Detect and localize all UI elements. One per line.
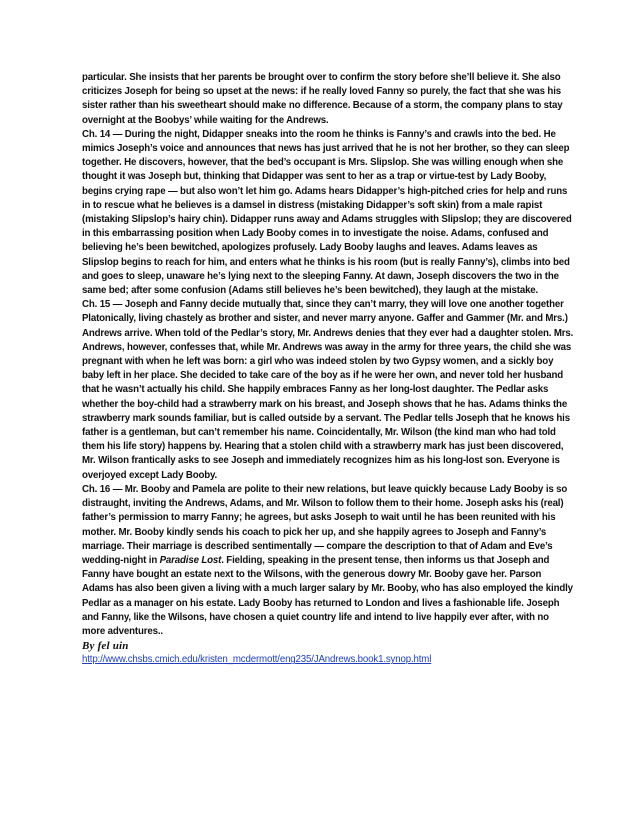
paragraph-summary-intro bbox=[82, 71, 574, 128]
paragraph-chapter-15 bbox=[82, 298, 574, 483]
paragraph-text: . Fielding, speaking in the present tense, then informs us that Joseph and Fanny have bought an estate next to the Wilsons, with the generous dowry Mr. Booby gave her. Parson Adams has also been given a living with a much larger salary by Mr. Booby, who has also employed the kindly Pedlar as a manager on his estate. Lady Booby has returned to London and lives a fashionable life. Joseph and Fanny, like the Wilsons, have chosen a quiet country life and intend to live happily ever after, with no more adventures.. bbox=[82, 554, 573, 637]
paragraph-text: Ch. 14 — During the night, Didapper sneaks into the room he thinks is Fanny’s and crawls into the bed. He mimics Joseph’s voice and announces that news has just arrived that he is not her brother, so they can sleep together. He discovers, however, that the bed’s occupant is Mrs. Slipslop. She was willing enough when she thought it was Joseph but, thinking that Didapper was sent to her as a trap or virtue-test by Lady Booby, begins crying rape — but also won’t let him go. Adams hears Didapper’s high-pitched cries for help and runs in to rescue what he believes is a damsel in distress (mistaking Didapper’s soft skin) from a male rapist (mistaking Slipslop’s hairy chin). Didapper runs away and Adams struggles with Slipslop; they are discovered in this embarrassing position when Lady Booby comes in to investigate the noise. Adams, confused and believing he’s been bewitched, apologizes profusely. Lady Booby laughs and leaves. Adams leaves as Slipslop begins to reach for him, and enters what he thinks is his room (but is really Fanny’s), climbs into bed and goes to sleep, unaware he’s lying next to the sleeping Fanny. At dawn, Joseph discovers the two in the same bed; after some confusion (Adams still believes he’s been bewitched), they laugh at the mistake. bbox=[82, 128, 572, 297]
paragraph-text: Ch. 16 — Mr. Booby and Pamela are polite to their new relations, but leave quickly because Lady Booby is so distraught, inviting the Andrews, Adams, and Mr. Wilson to follow them to their home. Joseph asks his (real) father’s permission to marry Fanny; he agrees, but asks Joseph to wait until he has been reunited with his mother. Mr. Booby kindly sends his coach to pick her up, and she happily agrees to Joseph and Fanny’s marriage. Their marriage is described sentimentally — compare the description to that of Adam and Eve’s wedding-night in bbox=[82, 483, 568, 566]
paragraph-text: particular. She insists that her parents be brought over to confirm the story before she’ll believe it. She also criticizes Joseph for being so upset at the news: if he really loved Fanny so purely, the fact that she was his sister rather than his sweetheart should make no difference. Because of a storm, the company plans to stay overnight at the Boobys’ while waiting for the Andrews. bbox=[82, 72, 563, 126]
signature: By fel uin bbox=[82, 640, 129, 653]
paragraph-chapter-16 bbox=[82, 483, 574, 639]
paragraph-text: Ch. 15 — Joseph and Fanny decide mutually that, since they can’t marry, they will love one another together Platonically, living chastely as brother and sister, and never marry anyone. Gaffer and Gammer (Mr. and Mrs.) Andrews arrive. When told of the Pedlar’s story, Mr. Andrews denies that they ever had a daughter stolen. Mrs. Andrews, however, confesses that, while Mr. Andrews was away in the army for three years, the child she was pregnant with when he left was born: a girl who was indeed stolen by two Gypsy women, and a sickly boy baby left in her place. She decided to take care of the boy as if he were her own, and never told her husband that he wasn’t actually his child. She happily embraces Fanny as her long-lost daughter. The Pedlar asks whether the boy-child had a strawberry mark on his breast, and Joseph shows that he has. Adams thinks the strawberry mark sounds familiar, but is called outside by a servant. The Pedlar tells Joseph that he knows his father is a gentleman, but can’t remember his name. Coincidentally, Mr. Wilson (the kind man who had told them his life story) happens by. Hearing that a stolen child with a strawberry mark has just been discovered, Mr. Wilson frantically asks to see Joseph and immediately recognizes him as his long-lost son. Everyone is overjoyed except Lady Booby. bbox=[82, 299, 574, 481]
document-page bbox=[82, 71, 574, 668]
paragraph-chapter-14 bbox=[82, 128, 574, 298]
book-title-paradise-lost: Paradise Lost bbox=[159, 554, 222, 566]
source-link[interactable]: http://www.chsbs.cmich.edu/kristen_mcdermott/eng235/JAndrews.book1.synop.html bbox=[82, 654, 432, 666]
